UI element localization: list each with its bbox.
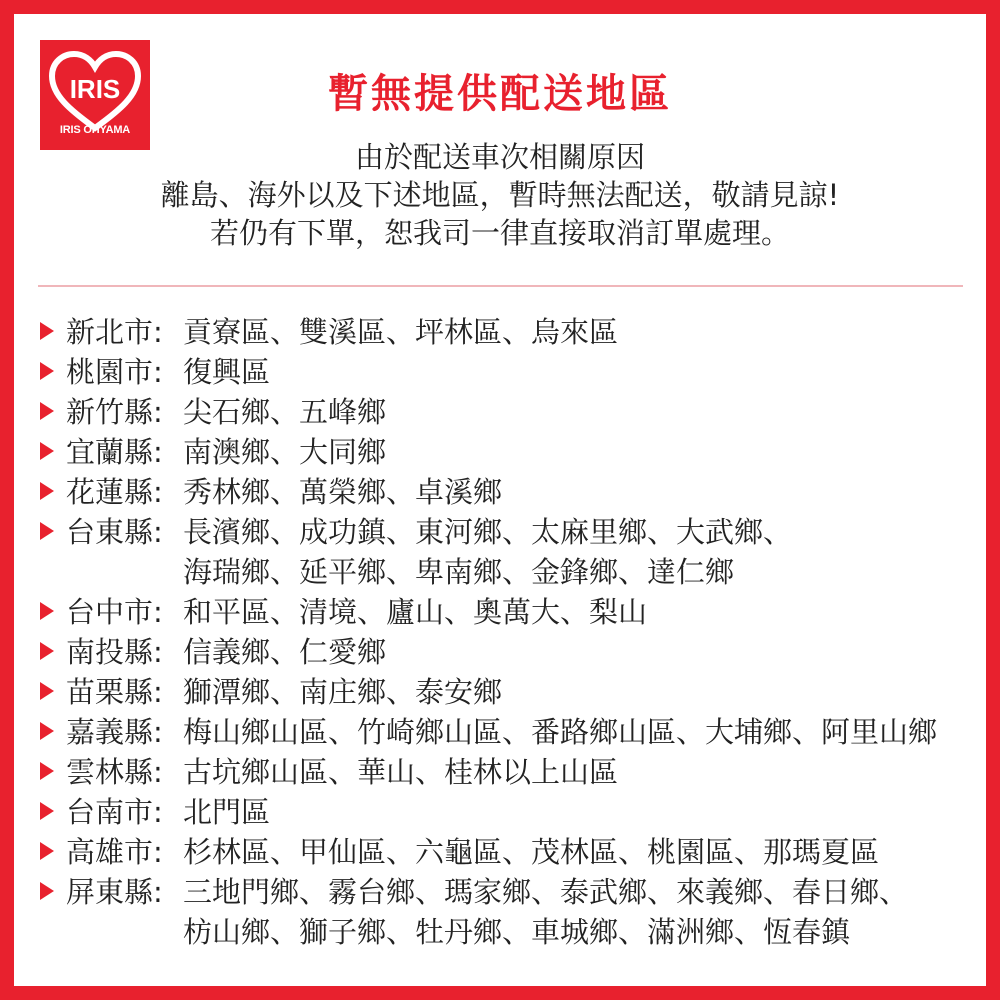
triangle-bullet-icon	[40, 722, 54, 740]
region-areas	[183, 672, 970, 712]
divider	[38, 285, 963, 287]
triangle-bullet-icon	[40, 802, 54, 820]
county-label: 宜蘭縣:	[66, 435, 163, 469]
page-title: 暫無提供配送地區	[328, 71, 672, 117]
region-areas	[183, 472, 970, 512]
county-label: 高雄市:	[66, 835, 163, 869]
notice-line: 離島、海外以及下述地區，暫時無法配送，敬請見諒!	[160, 178, 840, 212]
region-areas	[183, 752, 970, 792]
triangle-bullet-icon	[40, 842, 54, 860]
triangle-bullet-icon	[40, 322, 54, 340]
region-row	[40, 472, 970, 512]
region-areas	[183, 792, 970, 832]
region-areas	[183, 432, 970, 472]
region-row	[40, 872, 970, 952]
county-label: 苗栗縣:	[66, 675, 163, 709]
notice-line: 由於配送車次相關原因	[354, 140, 645, 174]
region-area-line: 長濱鄉、成功鎮、東河鄉、太麻里鄉、大武鄉、	[183, 515, 793, 549]
triangle-bullet-icon	[40, 602, 54, 620]
region-area-line: 枋山鄉、獅子鄉、牡丹鄉、車城鄉、滿洲鄉、恆春鎮	[183, 915, 851, 949]
county-label: 新竹縣:	[66, 395, 163, 429]
logo-wordmark: IRIS OHYAMA	[59, 124, 131, 136]
triangle-bullet-icon	[40, 482, 54, 500]
county-label: 台東縣:	[66, 515, 163, 549]
region-area-line: 秀林鄉、萬榮鄉、卓溪鄉	[183, 475, 503, 509]
region-areas	[183, 832, 970, 872]
region-row	[40, 832, 970, 872]
triangle-bullet-icon	[40, 402, 54, 420]
region-row	[40, 512, 970, 592]
region-row	[40, 392, 970, 432]
county-label: 花蓮縣:	[66, 475, 163, 509]
region-areas	[183, 712, 970, 752]
region-row	[40, 672, 970, 712]
region-list	[40, 312, 970, 952]
region-areas	[183, 512, 970, 592]
notice-line: 若仍有下單，恕我司一律直接取消訂單處理。	[209, 216, 790, 250]
region-area-line: 梅山鄉山區、竹崎鄉山區、番路鄉山區、大埔鄉、阿里山鄉	[183, 715, 938, 749]
region-area-line: 三地門鄉、霧台鄉、瑪家鄉、泰武鄉、來義鄉、春日鄉、	[183, 875, 909, 909]
region-area-line: 南澳鄉、大同鄉	[183, 435, 387, 469]
region-area-line: 復興區	[183, 355, 271, 389]
logo-text: IRIS	[69, 74, 121, 104]
county-label: 嘉義縣:	[66, 715, 163, 749]
region-row	[40, 432, 970, 472]
triangle-bullet-icon	[40, 642, 54, 660]
region-row	[40, 792, 970, 832]
region-areas	[183, 592, 970, 632]
county-label: 桃園市:	[66, 355, 163, 389]
region-row	[40, 632, 970, 672]
region-areas	[183, 312, 970, 352]
triangle-bullet-icon	[40, 362, 54, 380]
region-row	[40, 752, 970, 792]
region-area-line: 信義鄉、仁愛鄉	[183, 635, 387, 669]
notice-text	[100, 138, 900, 252]
region-area-line: 海瑞鄉、延平鄉、卑南鄉、金鋒鄉、達仁鄉	[183, 555, 735, 589]
region-area-line: 和平區、清境、廬山、奧萬大、梨山	[183, 595, 648, 629]
county-label: 台南市:	[66, 795, 163, 829]
region-area-line: 古坑鄉山區、華山、桂林以上山區	[183, 755, 619, 789]
triangle-bullet-icon	[40, 682, 54, 700]
county-label: 雲林縣:	[66, 755, 163, 789]
region-row	[40, 312, 970, 352]
region-area-line: 貢寮區、雙溪區、坪林區、烏來區	[183, 315, 619, 349]
county-label: 台中市:	[66, 595, 163, 629]
region-areas	[183, 392, 970, 432]
triangle-bullet-icon	[40, 762, 54, 780]
region-areas	[183, 352, 970, 392]
triangle-bullet-icon	[40, 522, 54, 540]
triangle-bullet-icon	[40, 442, 54, 460]
county-label: 新北市:	[66, 315, 163, 349]
region-area-line: 杉林區、甲仙區、六龜區、茂林區、桃園區、那瑪夏區	[183, 835, 880, 869]
region-row	[40, 352, 970, 392]
county-label: 南投縣:	[66, 635, 163, 669]
region-area-line: 尖石鄉、五峰鄉	[183, 395, 387, 429]
region-row	[40, 592, 970, 632]
region-areas	[183, 632, 970, 672]
region-area-line: 北門區	[183, 795, 271, 829]
county-label: 屏東縣:	[66, 875, 163, 909]
region-area-line: 獅潭鄉、南庄鄉、泰安鄉	[183, 675, 503, 709]
region-row	[40, 712, 970, 752]
region-areas	[183, 872, 970, 952]
triangle-bullet-icon	[40, 882, 54, 900]
